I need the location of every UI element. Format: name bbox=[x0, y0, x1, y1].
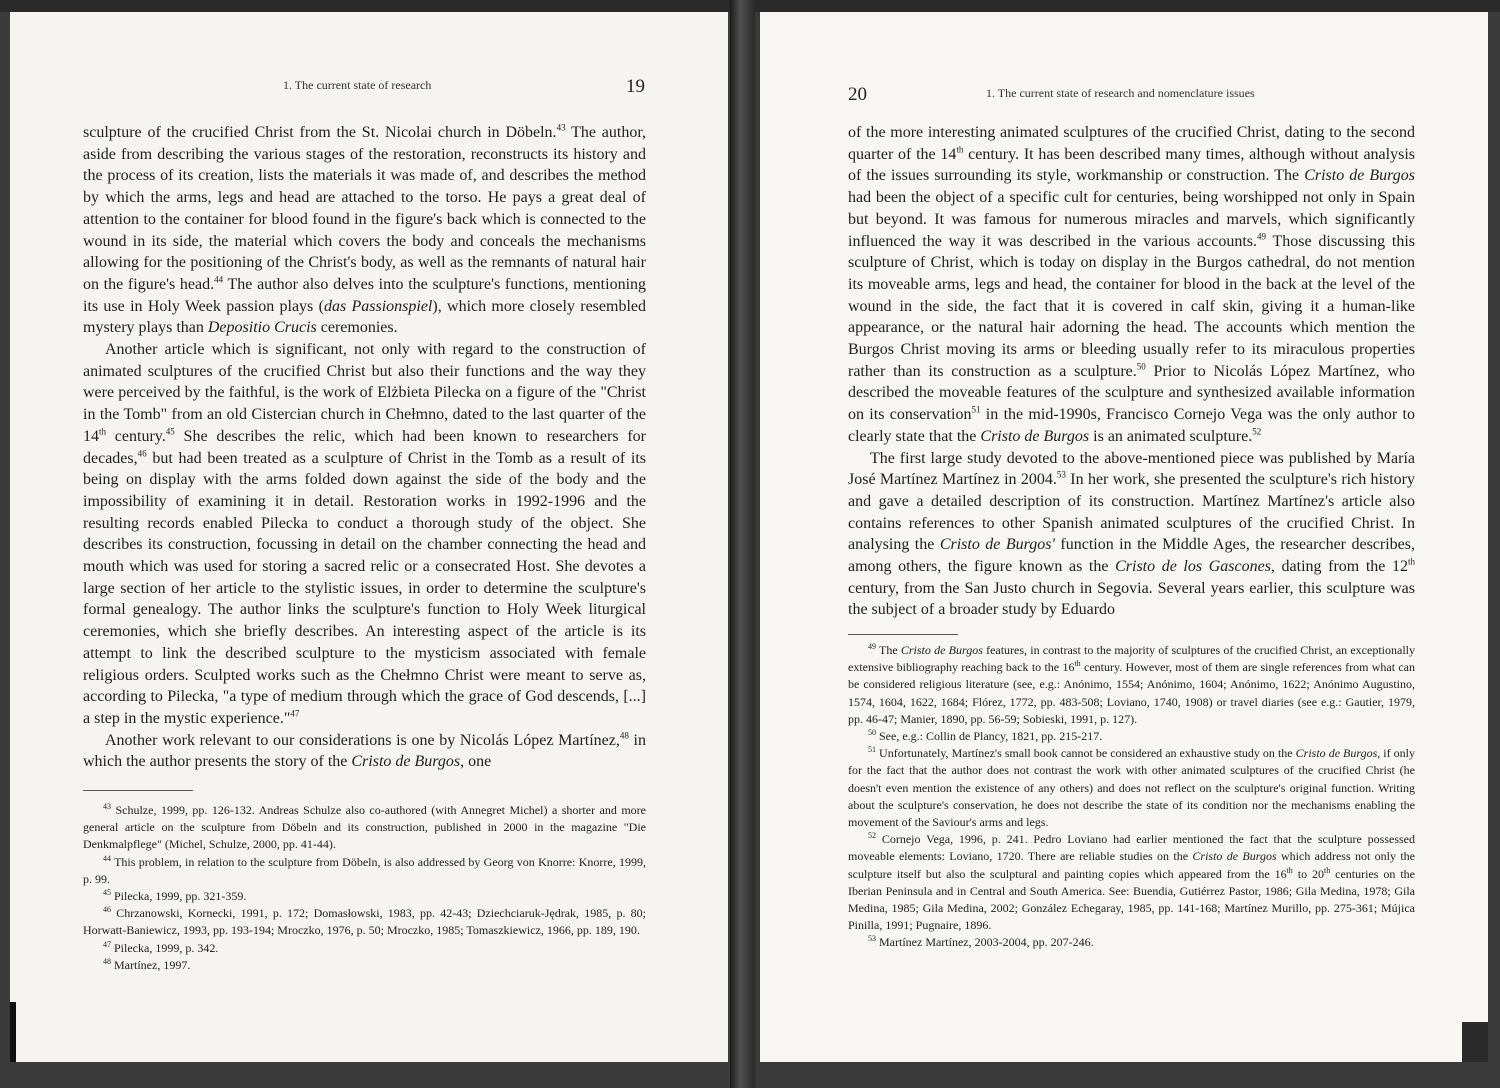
paragraph: Another article which is significant, not only with regard to the construction of animated sculptures of the crucified Christ but also their functions and the way they were perceived by the faithful, is the work of Elżbieta Pilecka on a figure of the "Christ in the Tomb" from an old Cistercian church in Chełmno, dated to the last quarter of the 14th century.$^{45}$ She describes the relic, which had been known to researchers for decades,$^{46}$ but had been treated as a sculpture of Christ in the Tomb as a result of its being on display with the arms folded down against the side of the body and the impossibility of examining it in detail. Restoration works in 1992-1996 and the resulting records enabled Pilecka to conduct a thorough study of the object. She describes its construction, focussing in detail on the chamber connecting the head and mouth which was used for storing a sacred relic or a consecrated Host. She devotes a large section of her article to the stylistic issues, in order to determine the sculpture's formal genealogy. The author links the sculpture's function to Holy Week liturgical ceremonies, which she briefly describes. An interesting aspect of the article is its attempt to link the described sculpture to the mysticism associated with female religious orders. Sculpted works such as the Chełmno Christ were meant to serve as, according to Pilecka, "a type of medium through which the grace of God descends, [...] a step in the mystic experience."$^{47}$ bbox=[83, 341, 646, 727]
scan-edge-mark bbox=[10, 1002, 16, 1062]
footnote: $^{50}$ See, e.g.: Collin de Plancy, 1821, pp. 215-217. bbox=[868, 728, 1103, 744]
footnote-ref[interactable]: 48 bbox=[619, 730, 629, 741]
footnote-ref[interactable]: 49 bbox=[1257, 231, 1267, 242]
paragraph: sculpture of the crucified Christ from the St. Nicolai church in Döbeln.$^{43}$ The author, aside from describing the various stages of the restoration, reconstructs its history and the process of its creation, lists the materials it was made of, and describes the method by which the arms, legs and head are attached to the torso. He pays a great deal of attention to the container for blood found in the figure's back which is connected to the wound in its side, the material which covers the body and conceals the mechanisms allowing for the positioning of the Christ's body, as well as the remnants of natural hair on the figure's head.$^{44}$ The author also delves into the sculpture's functions, mentioning its use in Holy Week passion plays (das Passionspiel), which more closely resembled mystery plays than Depositio Crucis ceremonies. bbox=[83, 122, 647, 337]
paragraph: The first large study devoted to the above-mentioned piece was published by María José Martínez Martínez in 2004.53 In her work, she presented the sculpture's rich history and gave a detailed description of its construction. Martínez Martínez's article also contains references to other Spanish animated sculptures of the crucified Christ. In analysing the Cristo de Burgos' function in the Middle Ages, the researcher describes, among others, the figure known as the Cristo de los Gascones, dating from the 12th century, from the San Justo church in Segovia. Several years earlier, this sculpture was the subject of a broader study by Eduardo bbox=[848, 449, 1416, 619]
footnote-ref[interactable]: 43 bbox=[556, 122, 566, 133]
left-page bbox=[10, 12, 728, 1062]
footnote: $^{48}$ Martínez, 1997. bbox=[103, 956, 191, 972]
book-gutter bbox=[730, 0, 755, 1088]
footnote-ref[interactable]: 52 bbox=[1252, 426, 1262, 437]
footnote-ref[interactable]: 50 bbox=[1136, 361, 1146, 372]
right-page bbox=[760, 12, 1488, 1062]
footnote: $^{45}$ Pilecka, 1999, pp. 321-359. bbox=[103, 888, 247, 904]
footnote: $^{51}$ Unfortunately, Martínez's small book cannot be considered an exhaustive study on the Cristo de Burgos, if only for the fact that the author does not contrast the work with other animated sculptures of the crucified Christ (he doesn't even mention the existence of any others) and does not reflect on the sculpture's original function. Writing about the sculpture's conservation, he does not describe the state of its condition nor the mechanisms enabling the movement of the Saviour's arms and legs. bbox=[848, 745, 1416, 830]
footnote: $^{46}$ Chrzanowski, Kornecki, 1991, p. 172; Domasłowski, 1983, pp. 42-43; Dziechciaruk-Jędrak, 1985, p. 80; Horwatt-Baniewicz, 1993, pp. 193-194; Mroczko, 1976, p. 50; Mroczko, 1985; Tomaszkiewicz, 1966, pp. 189, 190. bbox=[83, 905, 646, 938]
running-head: 1. The current state of research and nomenclature issues bbox=[986, 86, 1255, 100]
page-number: 19 bbox=[626, 76, 645, 97]
footnotes bbox=[83, 802, 646, 974]
footnotes bbox=[848, 642, 1415, 952]
footnote-ref[interactable]: 45 bbox=[165, 426, 175, 437]
footnote-ref[interactable]: 51 bbox=[971, 404, 981, 415]
running-head: 1. The current state of research bbox=[283, 78, 432, 92]
body-text bbox=[83, 122, 646, 773]
footnote: $^{49}$ The Cristo de Burgos features, in contrast to the majority of sculptures of the crucified Christ, an exceptionally extensive bibliography reaching back to the 16th century. However, most of them are single references from what can be considered religious literature (see, e.g.: Anónimo, 1554; Anónimo, 1604; Anónimo, 1622; Anónimo Augustino, 1574, 1604, 1622, 1684; Flórez, 1772, pp. 483-508; Loviano, 1740, 1908) or travel diaries (see e.g.: Gautier, 1979, pp. 46-47; Manier, 1890, pp. 56-59; Sobieski, 1991, p. 127). bbox=[848, 642, 1416, 726]
footnote-ref[interactable]: 47 bbox=[290, 708, 300, 719]
scan-edge-mark bbox=[1462, 1022, 1488, 1062]
footnote-rule bbox=[848, 634, 958, 635]
footnote: $^{53}$ Martínez Martínez, 2003-2004, pp. 207-246. bbox=[868, 934, 1094, 950]
paragraph: Another work relevant to our considerations is one by Nicolás López Martínez,$^{48}$ in which the author presents the story of the Cristo de Burgos, one bbox=[83, 730, 646, 771]
footnote-ref[interactable]: 44 bbox=[214, 274, 224, 285]
footnote: $^{47}$ Pilecka, 1999, p. 342. bbox=[103, 939, 219, 955]
footnote-rule bbox=[83, 790, 193, 791]
footnote-ref[interactable]: 46 bbox=[137, 448, 147, 459]
body-text bbox=[848, 122, 1415, 621]
page-number: 20 bbox=[848, 84, 867, 105]
footnote: $^{52}$ Cornejo Vega, 1996, p. 241. Pedro Loviano had earlier mentioned the fact that the sculpture possessed moveable elements: Loviano, 1720. There are reliable studies on the Cristo de Burgos which address not only the sculpture itself but also the sculptural and painting copies which appeared from the 16th to 20th centuries on the Iberian Peninsula and in Central and South America. See: Buendia, Gutiérrez Pastor, 1986; Gila Medina, 1978; Gila Medina, 1985; Gila Medina, 2002; González Echegaray, 1985, pp. 141-168; Martínez Murillo, pp. 275-361; Mújica Pinilla, 1991; Pugnaire, 1896. bbox=[848, 831, 1415, 933]
footnote: $^{43}$ Schulze, 1999, pp. 126-132. Andreas Schulze also co-authored (with Annegret Michel) a shorter and more general article on the sculpture from Döbeln and its construction, published in 2000 in the magazine "Die Denkmalpflege" (Michel, Schulze, 2000, pp. 41-44). bbox=[83, 802, 646, 852]
paragraph: of the more interesting animated sculptures of the crucified Christ, dating to the second quarter of the 14th century. It has been described many times, although without analysis of the issues surrounding its style, workmanship or construction. The Cristo de Burgos had been the object of a specific cult for centuries, being worshipped not only in Spain but beyond. It was famous for numerous miracles and marvels, which significantly influenced the way it was described in the various accounts.$^{49}$ Those discussing this sculpture of Christ, which is today on display in the Burgos cathedral, do not mention its moveable arms, legs and head, the container for blood in the back at the level of the wound in the side, the fact that it is covered in calf skin, giving it a human-like appearance, or the natural hair adorning the head. The accounts which mention the Burgos Christ moving its arms or bleeding usually refer to its miraculous properties rather than its construction as a sculpture.$^{50}$ Prior to Nicolás López Martínez, who described the moveable features of the sculpture and synthesized available information on its conservation$^{51}$ in the mid-1990s, Francisco Cornejo Vega was the only author to clearly state that the Cristo de Burgos is an animated sculpture.$^{52}$ bbox=[848, 124, 1416, 445]
footnote-ref[interactable]: 53 bbox=[1056, 469, 1066, 480]
footnote: $^{44}$ This problem, in relation to the sculpture from Döbeln, is also addressed by Georg von Knorre: Knorre, 1999, p. 99. bbox=[83, 853, 646, 886]
